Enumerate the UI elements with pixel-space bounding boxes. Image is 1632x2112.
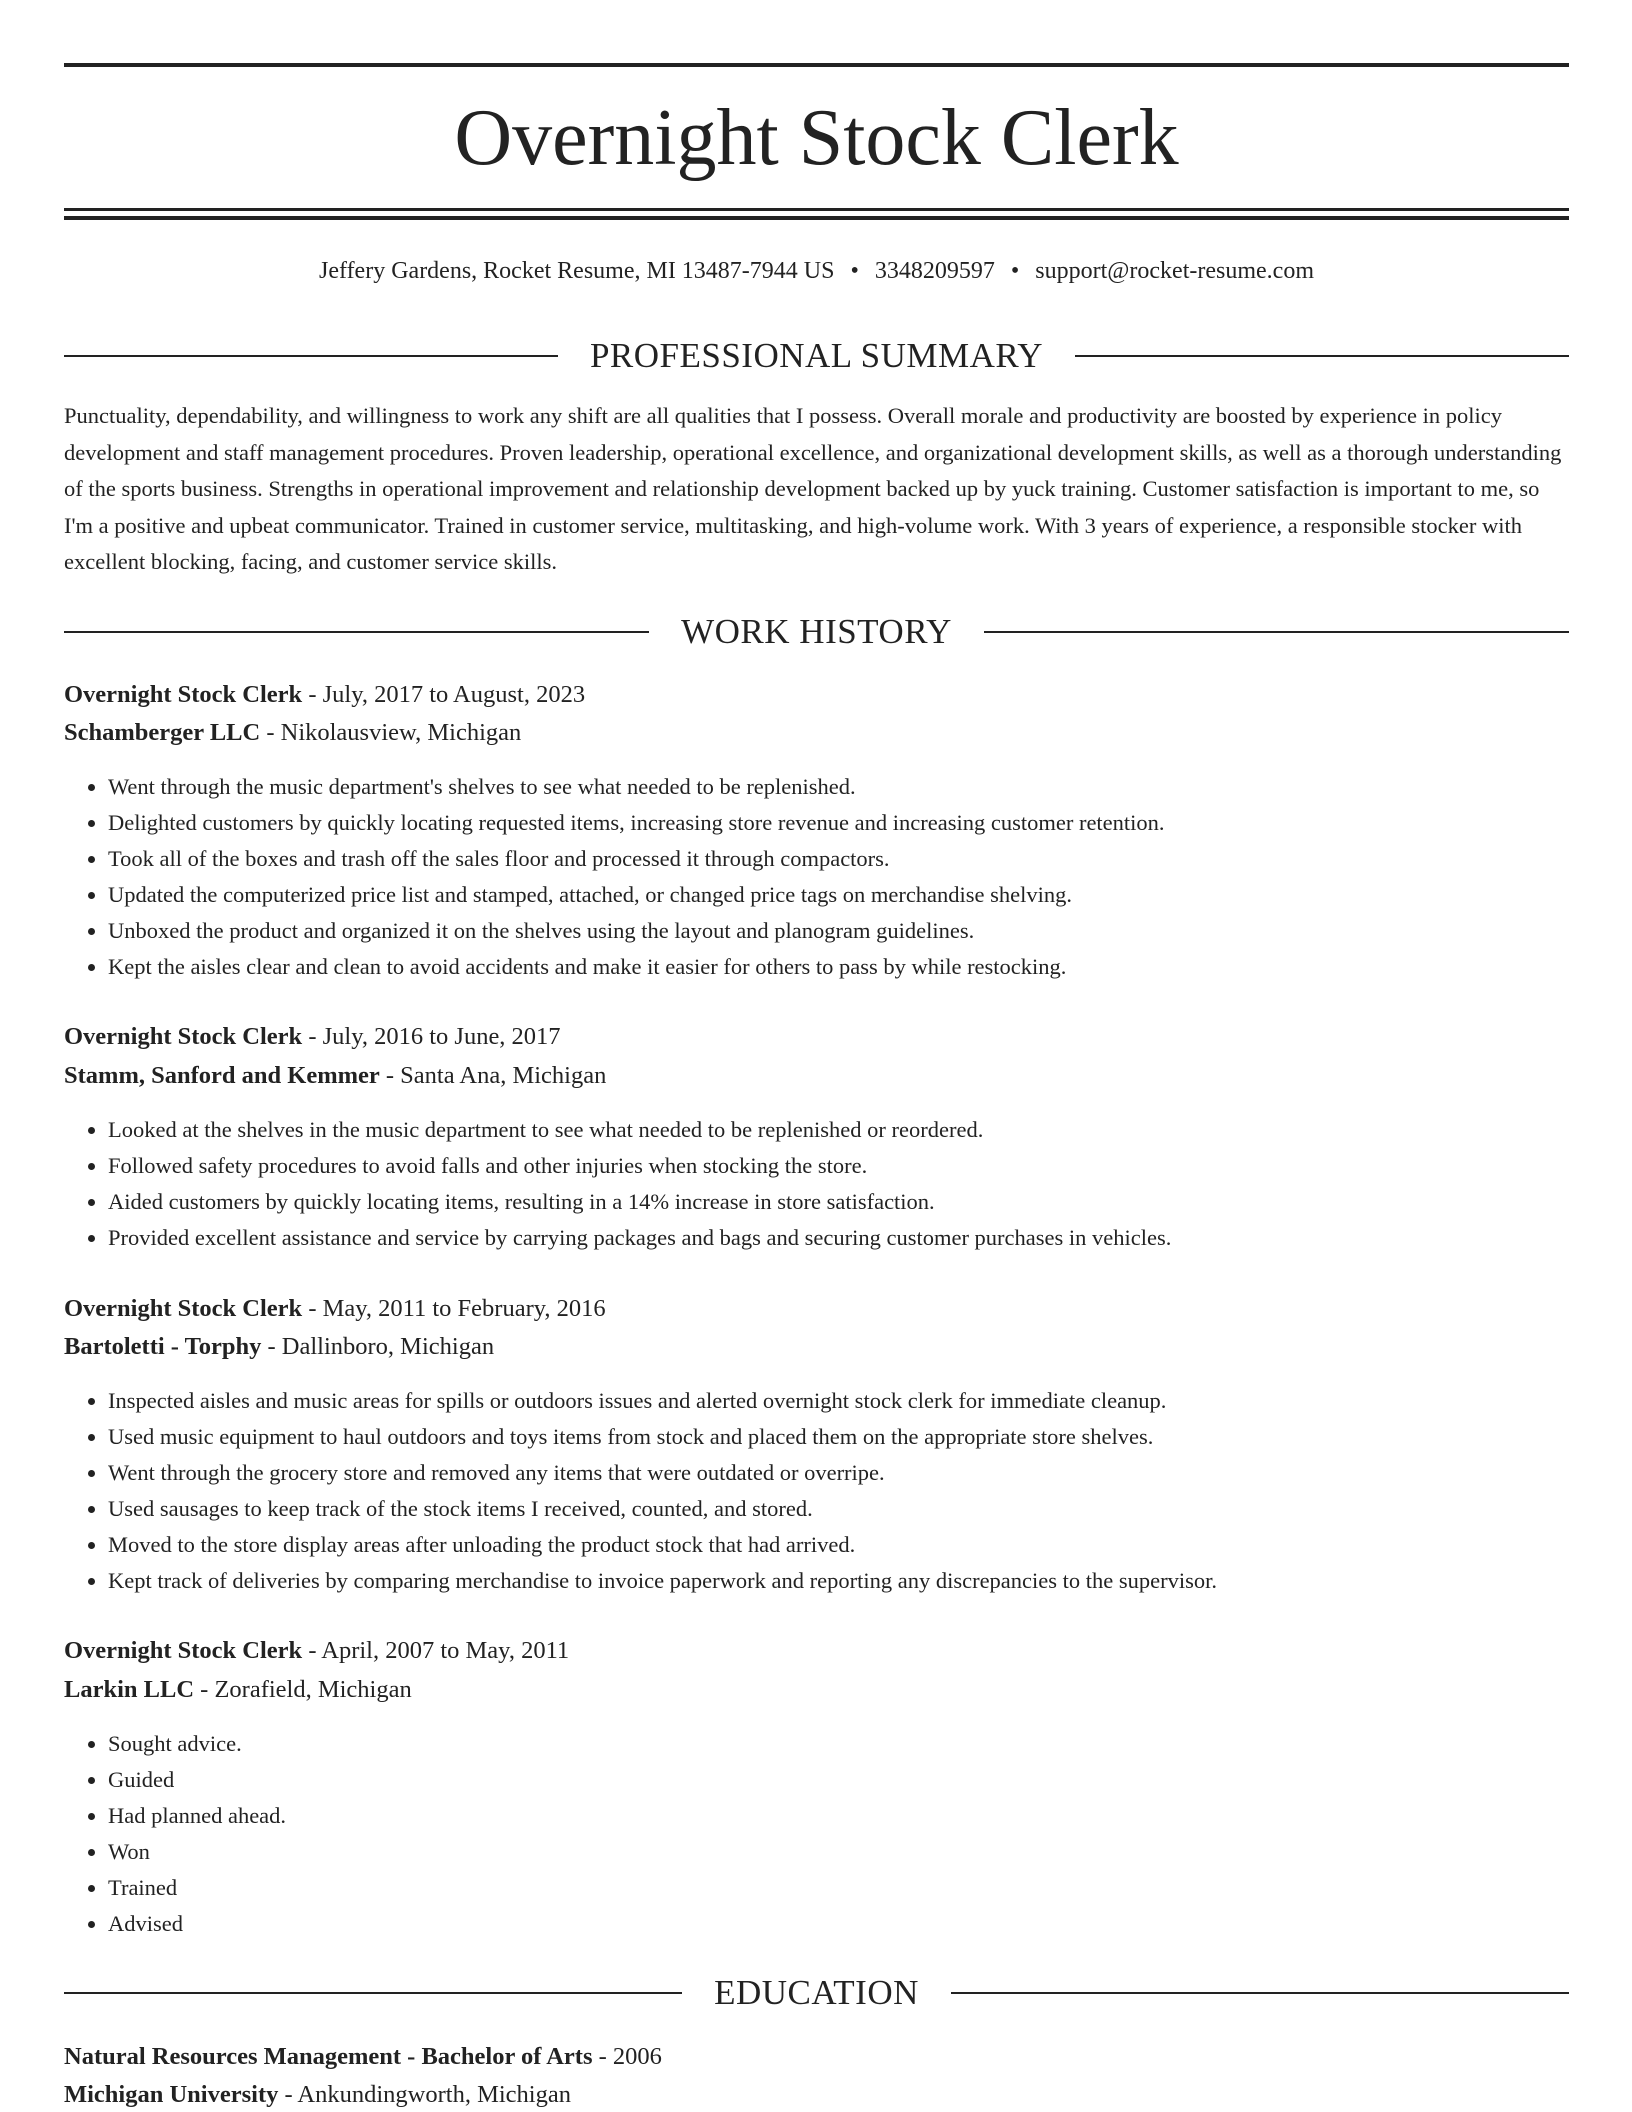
job-company: Stamm, Sanford and Kemmer (64, 1062, 380, 1089)
job-dates: - April, 2007 to May, 2011 (302, 1637, 570, 1664)
list-item: • Took all of the boxes and trash off the sales floor and processed it through compactors. (108, 841, 1569, 877)
education-degree: Natural Resources Management - Bachelor of Arts (64, 2043, 593, 2070)
section-heading-education (64, 1971, 1569, 2015)
list-item: • Kept track of deliveries by comparing merchandise to invoice paperwork and reporting any discrepancies to the supervisor. (108, 1563, 1569, 1599)
job-location: - Nikolausview, Michigan (260, 719, 522, 746)
job-company-line (64, 1673, 412, 1707)
divider (64, 631, 649, 633)
job-title-line (64, 1020, 561, 1054)
job-title: Overnight Stock Clerk (64, 1295, 303, 1322)
job-location: - Zorafield, Michigan (194, 1676, 412, 1703)
list-item: • Won (108, 1834, 1569, 1870)
list-item: • Guided (108, 1762, 1569, 1798)
contact-phone: 3348209597 (874, 258, 995, 284)
job-title: Overnight Stock Clerk (64, 681, 303, 708)
job-dates: - July, 2016 to June, 2017 (302, 1023, 561, 1050)
list-item: • Provided excellent assistance and service by carrying packages and bags and securing customer purchases in vehicles. (108, 1220, 1569, 1256)
job-bullets (64, 1112, 1569, 1256)
education-school-line (64, 2078, 571, 2112)
section-heading-work (64, 610, 1569, 654)
education-location: - Ankundingworth, Michigan (278, 2081, 571, 2108)
job-company: Larkin LLC (64, 1676, 195, 1703)
section-title: WORK HISTORY (681, 612, 952, 651)
section-heading-summary (64, 334, 1569, 378)
job-company: Schamberger LLC (64, 719, 261, 746)
job-title: Overnight Stock Clerk (64, 1023, 303, 1050)
job-dates: - May, 2011 to February, 2016 (302, 1295, 606, 1322)
list-item: • Went through the grocery store and removed any items that were outdated or overripe. (108, 1455, 1569, 1491)
list-item: • Unboxed the product and organized it on the shelves using the layout and planogram guidelines. (108, 913, 1569, 949)
education-year: - 2006 (592, 2043, 662, 2070)
list-item: • Used music equipment to haul outdoors and toys items from stock and placed them on the appropriate store shelves. (108, 1419, 1569, 1455)
contact-line (64, 255, 1569, 287)
list-item: • Trained (108, 1870, 1569, 1906)
resume-title: Overnight Stock Clerk (454, 94, 1179, 182)
list-item: • Updated the computerized price list and stamped, attached, or changed price tags on merchandise shelving. (108, 877, 1569, 913)
education-school: Michigan University (64, 2081, 279, 2108)
header-top-rule (64, 63, 1569, 67)
job-company: Bartoletti - Torphy (64, 1333, 262, 1360)
list-item: • Used sausages to keep track of the stock items I received, counted, and stored. (108, 1491, 1569, 1527)
job-company-line (64, 1330, 494, 1364)
divider (64, 355, 558, 357)
list-item: • Followed safety procedures to avoid falls and other injuries when stocking the store. (108, 1148, 1569, 1184)
job-dates: - July, 2017 to August, 2023 (302, 681, 586, 708)
job-location: - Dallinboro, Michigan (261, 1333, 495, 1360)
summary-text: Punctuality, dependability, and willingness to work any shift are all qualities that I possess. Overall morale and productivity are boosted by experience in policy development and staff management procedures. Proven leadership, operational excellence, and organizational development skills, as well as a thorough understanding of the sports business. Strengths in operational improvement and relationship development backed up by yuck training. Customer satisfaction is important to me, so I'm a positive and upbeat communicator. Trained in customer service, multitasking, and high-volume work. With 3 years of experience, a responsible stocker with excellent blocking, facing, and customer service skills. (64, 403, 1562, 574)
list-item: • Moved to the store display areas after unloading the product stock that had arrived. (108, 1527, 1569, 1563)
section-title: EDUCATION (714, 1973, 919, 2012)
job-location: - Santa Ana, Michigan (379, 1062, 607, 1089)
list-item: • Looked at the shelves in the music department to see what needed to be replenished or reordered. (108, 1112, 1569, 1148)
job-company-line (64, 1059, 606, 1093)
contact-separator: • (1010, 258, 1020, 284)
contact-address: Jeffery Gardens, Rocket Resume, MI 13487-7944 US (319, 258, 835, 284)
job-bullets (64, 1726, 1569, 1942)
list-item: • Inspected aisles and music areas for spills or outdoors issues and alerted overnight stock clerk for immediate cleanup. (108, 1383, 1569, 1419)
contact-separator: • (850, 258, 859, 284)
list-item: • Kept the aisles clear and clean to avoid accidents and make it easier for others to pass by while restocking. (108, 949, 1569, 985)
job-title-line (64, 678, 585, 712)
job-company-line (64, 716, 521, 750)
section-title: PROFESSIONAL SUMMARY (589, 336, 1044, 375)
contact-email: support@rocket-resume.com (1035, 258, 1314, 284)
list-item: • Sought advice. (108, 1726, 1569, 1762)
job-title-line (64, 1634, 569, 1668)
job-bullets (64, 769, 1569, 985)
list-item: • Aided customers by quickly locating items, resulting in a 14% increase in store satisfaction. (108, 1184, 1569, 1220)
job-title: Overnight Stock Clerk (64, 1637, 303, 1664)
divider (984, 631, 1569, 633)
job-bullets (64, 1383, 1569, 1599)
header-bottom-rule-thick (64, 216, 1569, 220)
job-title-line (64, 1292, 606, 1326)
divider (951, 1992, 1569, 1994)
list-item: • Delighted customers by quickly locating requested items, increasing store revenue and increasing customer retention. (108, 805, 1569, 841)
list-item: • Had planned ahead. (108, 1798, 1569, 1834)
list-item: • Went through the music department's shelves to see what needed to be replenished. (108, 769, 1569, 805)
list-item: • Advised (108, 1906, 1569, 1942)
divider (64, 1992, 682, 1994)
divider (1075, 355, 1569, 357)
education-degree-line (64, 2040, 662, 2074)
header-bottom-rule (64, 208, 1569, 211)
